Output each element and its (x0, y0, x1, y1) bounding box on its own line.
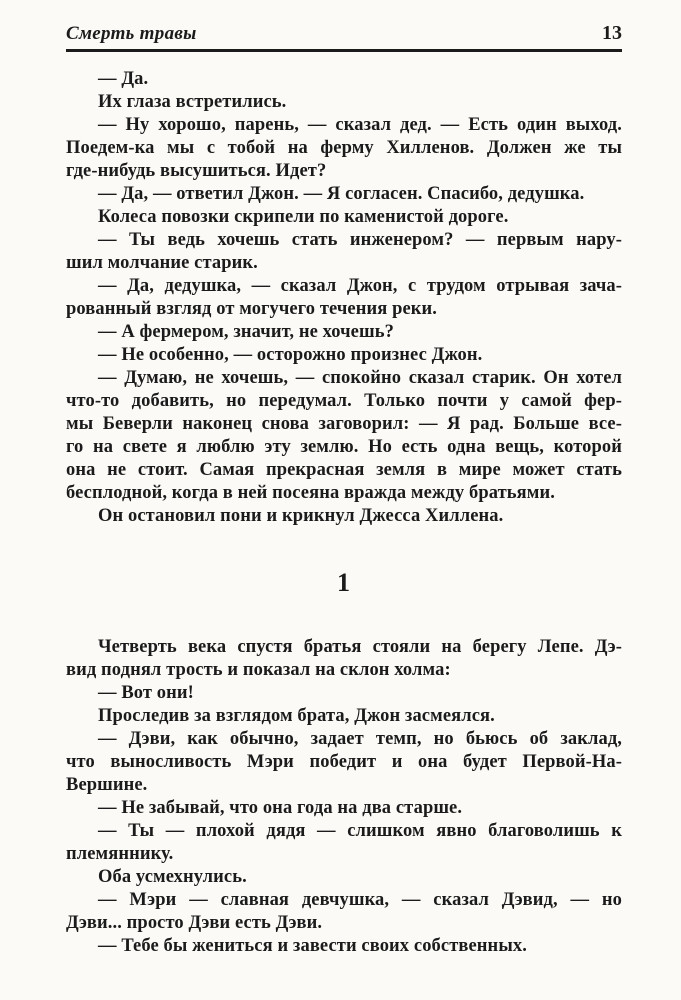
text-line: Оба усмехнулись. (98, 867, 247, 887)
paragraph (66, 797, 622, 820)
text-line: — Да, — ответил Джон. — Я согласен. Спасибо, дедушка. (98, 184, 585, 204)
text-block-1 (66, 68, 622, 528)
paragraph (66, 68, 622, 91)
paragraph (66, 682, 622, 705)
text-line: Четверть века спустя братья стояли на берегу Лепе. Дэ- (98, 637, 622, 657)
paragraph (66, 183, 622, 206)
text-line: го на свете я люблю эту землю. Но есть одна вещь, которой (66, 437, 622, 457)
text-line: — Дэви, как обычно, задает темп, но бьюсь об заклад, (98, 729, 622, 749)
text-line: Дэви... просто Дэви есть Дэви. (66, 913, 323, 933)
text-line: что выносливость Мэри победит и она будет Первой-На- (66, 752, 622, 772)
paragraph (66, 889, 622, 935)
text-line: — А фермером, значит, не хочешь? (98, 322, 394, 342)
text-line: что-то добавить, но передумал. Только почти у самой фер- (66, 391, 622, 411)
text-line: Колеса повозки скрипели по каменистой дороге. (98, 207, 509, 227)
text-line: вид поднял трость и показал на склон холма: (66, 660, 451, 680)
text-line: Поедем-ка мы с тобой на ферму Хилленов. Должен же ты (66, 138, 622, 158)
paragraph (66, 367, 622, 505)
text-line: — Ты — плохой дядя — слишком явно благоволишь к (98, 821, 622, 841)
text-line: племяннику. (66, 844, 174, 864)
text-line: — Думаю, не хочешь, — спокойно сказал старик. Он хотел (98, 368, 622, 388)
paragraph (66, 321, 622, 344)
text-line: Он остановил пони и крикнул Джесса Хиллена. (98, 506, 504, 526)
paragraph (66, 114, 622, 183)
text-line: шил молчание старик. (66, 253, 258, 273)
text-line: — Не особенно, — осторожно произнес Джон. (98, 345, 483, 365)
paragraph (66, 866, 622, 889)
text-line: — Ты ведь хочешь стать инженером? — первым нару- (98, 230, 622, 250)
text-line: — Вот они! (98, 683, 194, 703)
text-line: Их глаза встретились. (98, 92, 287, 112)
paragraph (66, 505, 622, 528)
text-line: Проследив за взглядом брата, Джон засмеялся. (98, 706, 495, 726)
text-line: — Не забывай, что она года на два старше. (98, 798, 463, 818)
text-line: где-нибудь высушиться. Идет? (66, 161, 327, 181)
text-line: — Да, дедушка, — сказал Джон, с трудом отрывая зача- (98, 276, 622, 296)
paragraph (66, 705, 622, 728)
chapter-number: 1 (337, 568, 351, 597)
paragraph (66, 820, 622, 866)
paragraph (66, 229, 622, 275)
paragraph (66, 344, 622, 367)
running-title: Смерть травы (66, 23, 197, 44)
paragraph (66, 275, 622, 321)
paragraph (66, 728, 622, 797)
text-line: — Мэри — славная девчушка, — сказал Дэвид, — но (98, 890, 622, 910)
text-block-2 (66, 636, 622, 958)
page-number: 13 (602, 22, 622, 44)
text-line: — Ну хорошо, парень, — сказал дед. — Есть один выход. (98, 115, 622, 135)
text-line: Вершине. (66, 775, 148, 795)
text-line: бесплодной, когда в ней посеяна вражда между братьями. (66, 483, 555, 503)
paragraph (66, 935, 622, 958)
text-line: — Да. (98, 69, 149, 89)
text-line: — Тебе бы жениться и завести своих собственных. (98, 936, 527, 956)
page-header (66, 22, 622, 52)
paragraph (66, 206, 622, 229)
text-line: она не стоит. Самая прекрасная земля в мире может стать (66, 460, 622, 480)
text-line: рованный взгляд от могучего течения реки. (66, 299, 438, 319)
paragraph (66, 91, 622, 114)
paragraph (66, 636, 622, 682)
text-line: мы Беверли наконец снова заговорил: — Я рад. Больше все- (66, 414, 622, 434)
